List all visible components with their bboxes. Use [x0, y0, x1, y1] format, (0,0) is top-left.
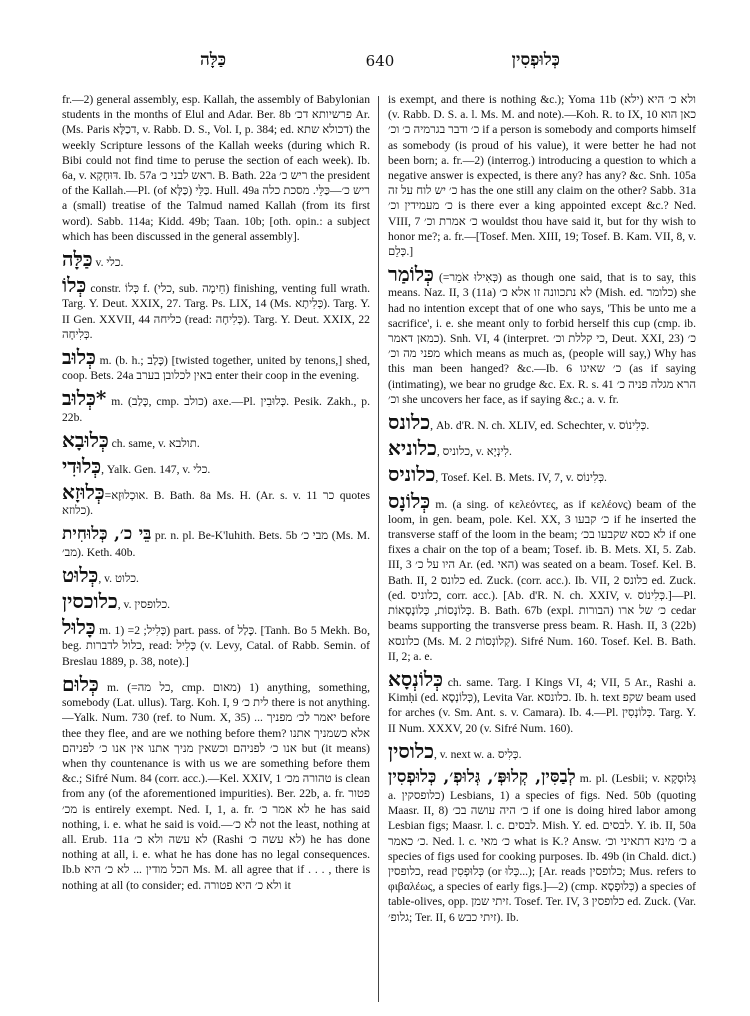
dictionary-entry: [62, 455, 370, 477]
dictionary-entry: [388, 263, 696, 407]
entry-definition: m. 1) =כְּלִיל; 2) part. pass. of כָּלַל. [Tanh. Bo 5 Mekh. Bo, beg. כלול לדברות, read: כָּלִיל (v. Levy, Catal. of Rabb. Semin. of Breslau 1889, p. 38, note).]: [62, 624, 370, 668]
entry-definition: constr. כְּלוֹ f. (כלי, sub. חֵימָה) finishing, venting full wrath. Targ. Y. Deut. XXIX, 27. Targ. Ps. LIX, 14 (Ms. כְּלִיתָא). Targ. Y. II Gen. XXVII, 44 כליחה (read: כְּלִיחָה). Targ. Y. Deut. XXIX, 22 כְּלִיחָה.: [62, 282, 370, 341]
entry-headword: כְּלוּב: [62, 345, 96, 370]
dictionary-entry: [62, 248, 370, 270]
running-head-left-word: כַּלָּה: [200, 50, 227, 70]
entry-headword: כְּלוּדִי: [62, 454, 102, 479]
entry-headword: כְּלוּט: [62, 562, 99, 587]
running-head: [60, 50, 700, 78]
entry-definition: fr.—2) general assembly, esp. Kallah, the assembly of Babylonian students in the months of Elul and Adar. Ber. 8b פרשיותא דכ׳ Ar. (Ms. Paris דכַלָּא, v. Rabb. D. S., Vol. I, p. 384; ed. דכולא שתא) the weekly Scripture lessons of the Kallah weeks (during which R. Bibi could not find time to peruse the section of each week). Ib. 6a, v. דּוּחְקָא. Ib. 57a ראש לבני כ׳. B. Bath. 22a ריש כ׳ the president of the Kallah.—Pl. (of כַּלָּא) כַּלֵּי. Hull. 49a ריש כ׳—כַּלֵּי. מסכת כלה a (small) treatise of the Talmud named Kallah (from its first word). Sabb. 114a; Kidd. 49b; Taan. 10b; [oth. opin.: a subject which has been discussed in the general assembly].: [62, 93, 370, 243]
dictionary-entry: [388, 740, 696, 762]
entry-headword: כַּלָּה: [62, 247, 93, 272]
entry-headword: כְּלוֹנָס: [388, 488, 431, 513]
entry-headword: כלוניס: [388, 462, 436, 487]
dictionary-entry: [388, 490, 696, 664]
dictionary-entry: [62, 616, 370, 669]
entry-headword: כְּלוּזָא: [62, 480, 105, 505]
dictionary-entry: [62, 590, 370, 612]
dictionary-entry: [62, 673, 370, 893]
entry-headword: כְּלוֹ: [62, 273, 87, 298]
entry-definition: m. (b. h.; כָּלַב) [twisted together, united by tenons,] shed, coop. Bets. 24a באין לכלובן בערב enter their coop in the evening.: [62, 354, 370, 383]
right-column: [388, 92, 696, 1004]
dictionary-entry: [388, 668, 696, 736]
entry-definition: pr. n. pl. Be-K'luhith. Bets. 5b מבי כ׳ (Ms. M. מב׳). Keth. 40b.: [62, 528, 370, 559]
entry-headword: בֵּי כ׳, כְּלוּחִית: [62, 523, 152, 544]
entry-definition: v. כלי.: [92, 256, 124, 270]
dictionary-entry: [388, 463, 696, 485]
dictionary-entry: [62, 429, 370, 451]
entry-headword: כְּלוֹנְסָא: [388, 666, 443, 691]
entry-definition: ch. same. Targ. I Kings VI, 4; VII, 5 Ar., Rashi a. Kimḥi (ed. כְּלוֹנְסָא), Levita Var. כלונסא. Ib. h. text שקפ beam used for arches (v. Sm. Ant. s. v. Camara). Ib. 4.—Pl. כְּלוֹנְסִין. Targ. Y. II Num. XXXV, 20 (v. Sifré Num. 160).: [388, 675, 696, 735]
entry-definition: , כלוניס, v. לִינְיָא.: [436, 445, 512, 459]
dictionary-entry: [388, 411, 696, 433]
dictionary-entry: [62, 274, 370, 342]
entry-headword: כָּלוּל: [62, 615, 96, 640]
entry-definition: , Tosef. Kel. B. Mets. IV, 7, v. כְּלִינוֹס.: [435, 471, 607, 485]
dictionary-entry: [388, 92, 696, 259]
dictionary-entry: [388, 766, 696, 925]
entry-headword: כלוניא: [388, 436, 437, 461]
entry-definition: , v. next w. a. כְּלִיס.: [433, 747, 522, 761]
dictionary-entry: [62, 481, 370, 518]
entry-definition: , Yalk. Gen. 147, v. כלי.: [101, 463, 211, 477]
column-divider: [378, 96, 379, 1002]
dictionary-entry: [62, 387, 370, 424]
dictionary-entry: [388, 437, 696, 459]
entry-definition: m. (=כל מה, cmp. מאום) 1) anything, something, somebody (Lat. ullus). Targ. Koh. I, 9 לית כ׳ there is not anything.—Yalk. Num. 730 (ref. to Num. X, 35) ... יאמר לכ׳ מפניך before thee they flee, and are we nothing before them? אלא כשמניך אתנו אנו כ׳ לפניהם וכשאין מניך אתנו אין אנו כ׳ לפניהם but (it means) when thy countenance is with us we are something before them &c.; Sifré Num. 84 (corr. acc.).—Kel. XXIV, 1 טהורה מכ׳ is clean from any (of the aforementioned impurities). Ber. 22b, a. fr. פטור מכ׳ is entirely exempt. Ned. I, 1, a. fr. לא אמר כ׳ he has said nothing, i. e. what he said is void.—לא כ׳ not the least, nothing at all. Erub. 11a לא עשה ולא כ׳ (Rashi לא עשה כ׳) he has done nothing at all, i. e. what he has done has no legal consequences. Ib.b הכל מודין ... לא כ׳ היא Ms. M. all agree that if . . . , there is nothing at all (to consider; ed. ולא כ׳ היא פטורה it: [62, 680, 370, 892]
entry-definition: =אוּכְלוּזָא. B. Bath. 8a Ms. H. (Ar. s. v. כר 11 quotes כלוזא).: [62, 489, 370, 518]
entry-definition: m. (a sing. of κελεόντες, as if κελέονς) beam of the loom, in gen. beam, pole. Kel. XX, 3 כ׳ קבעו if he inserted the transverse staff of the loom in the beam; לא כסא שקבעו בכ׳ if one fixes a chair on the top of a beam; Tosef. ib. B. Mets. XI, 5. Zab. III, 3 היו על כ׳ Ar. (ed. האי) was seated on a beam. Tosef. Kel. B. Bath. II, 2 כלונס ed. Zuck. (corr. acc.). Ib. VII, 2 כלונס ed. Zuck. (ed. כלוניס, corr. acc.). [Ab. d'R. N. ch. XXIV, v. כְּלִינוֹס.]—Pl. כְּלוֹנָסוֹת, כְּלוֹנָסָאוֹת. B. Bath. 67b (expl. הבורות) כ׳ של ארו cedar beams supporting the transverse press beam. R. Hash. II, 3 (22b) כלונסא (Ms. M. 2 קְלוֹנְסוֹת). Sifré Num. 160. Tosef. Kel. B. Bath. II, 2; a. e.: [388, 497, 696, 663]
entry-definition: (=כְּאִילוּ אֹמֵר) as though one said, that is to say, this means. Naz. II, 3 (11a) לא נתכוונה זו אלא כ׳ (Mish. ed. כלומר) she had no intention except that of one who says, 'This be unto me a sacrifice', i. e. she meant only to forbid herself this cup (cmp. ib. כמאן דאמר). Snh. VI, 4 (interpret. כי קללת וכ׳, Deut. XXI, 23) כ׳ מפני מה וכ׳ which means as much as, (people will say,) Why has this man been hanged? &c.—Ib. 6 כ׳ שאיגו (as if saying (intimating), we bear no grudge &c. Ex. R. s. 41 הרא מגלה פניה כ׳ וכ׳ she uncovers her face, as if saying &c.; a. v. fr.: [388, 271, 696, 406]
dictionary-entry: [62, 523, 370, 560]
entry-definition: , Ab. d'R. N. ch. XLIV, ed. Schechter, v. כְּלִינוֹס.: [430, 419, 650, 433]
entry-definition: m. pl. (Lesbii; v. גְּלוּסְקָא a. כלופסקין) Lesbians, 1) a species of figs. Ned. 50b (quoting Maasr. II, 8) כ׳ היה עושה בכ׳ if one is doing hired labor among Lesbian figs; Maasr. l. c. לבסים. Mish. Y. ed. לבסים. Y. ib. II, 50a כ׳ כאמר. Ned. l. c. כ׳ מאי what is K.? Answ. כ׳ מינא דתאיני וכ׳ a species of figs used for cooking purposes. Ib. 49b (in Chald. dict.) כלופסין, read כְּלוּפְסִין (or כְּלוּ...); [Ar. reads כלופסין; Mus. refers to φιβαλέως, a species of early figs.]—2) (cmp. כְּלוּפְסָא) a species of table-olives, opp. זיתי שמן. Tosef. Ter. IV, 3 כלופסין ed. Zuck. (Var. גלופ׳; Ter. II, 6 זיתי כבש). Ib.: [388, 771, 696, 924]
entry-headword: כְּלוּבָא: [62, 427, 109, 452]
dictionary-entry: [62, 92, 370, 244]
entry-definition: m. (כָּלַב, cmp. כולב) axe.—Pl. כְּלוּבִין. Pesik. Zakh., p. 22b.: [62, 395, 370, 424]
entry-definition: is exempt, and there is nothing &c.); Yoma 11b ולא כ׳ היא (ילא) (v. Rabb. D. S. a. l. Ms. M. and note).—Koh. R. to IX, 10 כאן הוא כ׳ ודבר בגרמיה כ׳ וכ׳ if a person is somebody and comports himself as somebody (is proud of his value), it were better he had not been born; a. fr.—2) (interrog.) introducing a question to which a negative answer is expected, is there any? has any? &c. Snh. 105a כ׳ יש לוח על זה has the one still any claim on the other? Sabb. 31a כ׳ מעמידין וכ׳ is there ever a king appointed except &c.? Ned. VIII, 7 כ׳ אמרת וכ׳ wouldst thou have said it, but for thy wish to honor me?; a. fr.—[Tosef. Men. XIII, 19; Tosef. B. Kam. VII, 8, v. כְּלֵם.]: [388, 93, 696, 259]
page-number: 640: [365, 52, 395, 70]
entry-headword: כלונס: [388, 410, 431, 435]
entry-headword: כְּלוּם: [62, 671, 99, 696]
left-column: [62, 92, 370, 1004]
entry-headword: כלוכסין: [62, 589, 118, 614]
entry-headword: כְּלוֹמַר: [388, 262, 434, 287]
dictionary-entry: [62, 346, 370, 383]
entry-headword: לְבַסִּין, קְלוּפְּ׳, גְּלוּפְ׳, כְּלוּפְסִין: [388, 766, 576, 787]
running-head-right-word: כְּלוּפְסִין: [511, 50, 560, 70]
entry-headword: *כְּלוּב: [62, 386, 107, 411]
entry-definition: ch. same, v. תולבא.: [108, 436, 200, 450]
entry-definition: , v. כלופסין.: [117, 598, 171, 612]
entry-definition: , v. כלוט.: [98, 571, 139, 585]
entry-headword: כלוסין: [388, 738, 434, 763]
dictionary-entry: [62, 564, 370, 586]
